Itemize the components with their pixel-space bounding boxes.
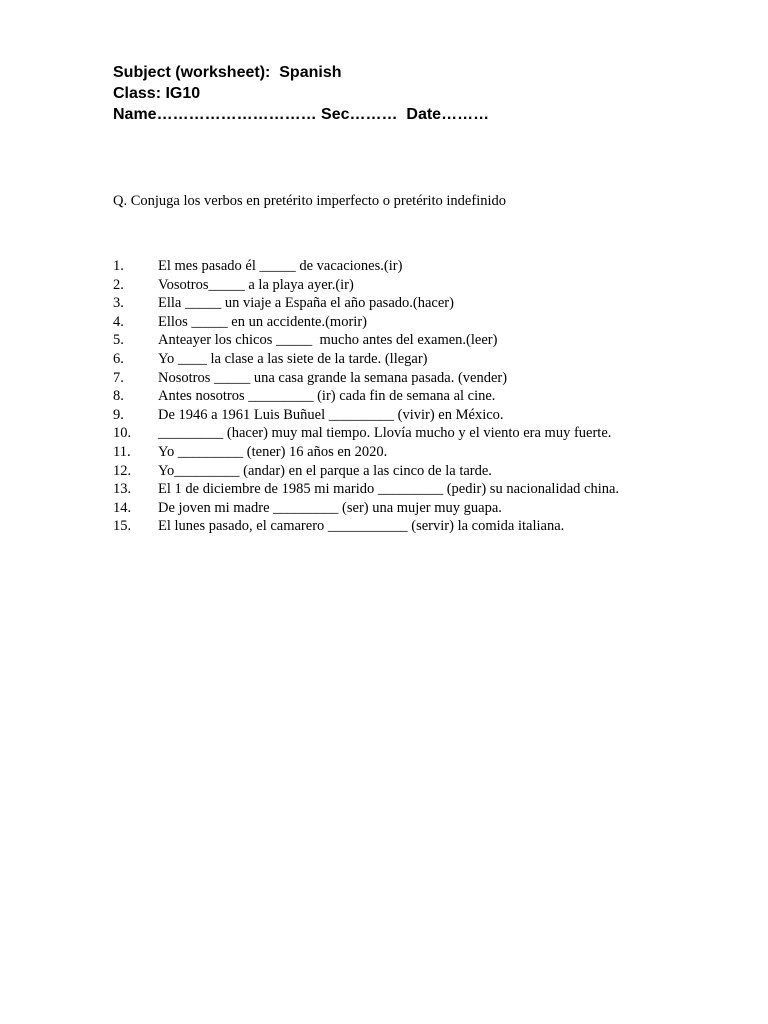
exercise-number: 12. [113,462,132,479]
exercise-item [113,387,619,406]
exercise-item [113,480,619,499]
exercise-item [113,331,619,350]
exercise-sentence: Yo ____ la clase a las siete de la tarde. (llegar) [158,350,428,367]
exercise-sentence: Yo _________ (tener) 16 años en 2020. [158,443,388,460]
question-instruction: Q. Conjuga los verbos en pretérito imperfecto o pretérito indefinido [113,193,507,209]
exercise-sentence: Yo_________ (andar) en el parque a las cinco de la tarde. [158,462,492,479]
exercise-sentence: El lunes pasado, el camarero ___________ (servir) la comida italiana. [158,518,565,535]
exercise-number: 1. [113,258,124,274]
exercise-sentence: Anteayer los chicos _____ mucho antes del examen.(leer) [158,332,498,349]
exercise-number: 2. [113,276,124,293]
exercise-item [113,350,619,369]
exercise-sentence: De 1946 a 1961 Luis Buñuel _________ (vivir) en México. [158,406,504,423]
exercise-number: 13. [113,481,132,498]
exercise-item [113,443,619,462]
exercise-number: 14. [113,499,132,516]
exercise-sentence: _________ (hacer) muy mal tiempo. Llovía mucho y el viento era muy fuerte. [158,425,612,442]
exercise-item [113,294,619,313]
exercise-item [113,257,619,276]
exercise-item [113,276,619,295]
exercise-sentence: Nosotros _____ una casa grande la semana pasada. (vender) [158,369,508,386]
exercise-item [113,462,619,481]
worksheet-header [113,62,489,125]
exercise-item [113,406,619,425]
exercise-item [113,313,619,332]
exercise-number: 10. [113,425,132,442]
class-line: Class: IG10 [113,85,201,102]
exercise-number: 7. [113,369,124,386]
exercise-number: 11. [113,443,131,460]
exercise-number: 6. [113,350,124,367]
exercise-number: 3. [113,295,124,312]
exercise-sentence: De joven mi madre _________ (ser) una mujer muy guapa. [158,499,502,516]
exercise-list [113,257,619,536]
exercise-number: 9. [113,406,124,423]
exercise-sentence: El 1 de diciembre de 1985 mi marido _________ (pedir) su nacionalidad china. [158,481,620,498]
subject-line: Subject (worksheet): Spanish [113,64,342,81]
exercise-item [113,517,619,536]
exercise-sentence: Vosotros_____ a la playa ayer.(ir) [158,276,354,293]
exercise-item [113,424,619,443]
exercise-item [113,499,619,518]
exercise-number: 5. [113,332,124,349]
exercise-item [113,369,619,388]
exercise-sentence: Ellos _____ en un accidente.(morir) [158,313,367,330]
exercise-sentence: Antes nosotros _________ (ir) cada fin de semana al cine. [158,388,496,405]
exercise-number: 15. [113,518,132,535]
exercise-sentence: El mes pasado él _____ de vacaciones.(ir) [158,258,403,274]
name-section-date-line: Name………………………… Sec……… Date……… [113,106,490,123]
exercise-number: 8. [113,388,124,405]
exercise-sentence: Ella _____ un viaje a España el año pasado.(hacer) [158,295,454,312]
exercise-number: 4. [113,313,124,330]
